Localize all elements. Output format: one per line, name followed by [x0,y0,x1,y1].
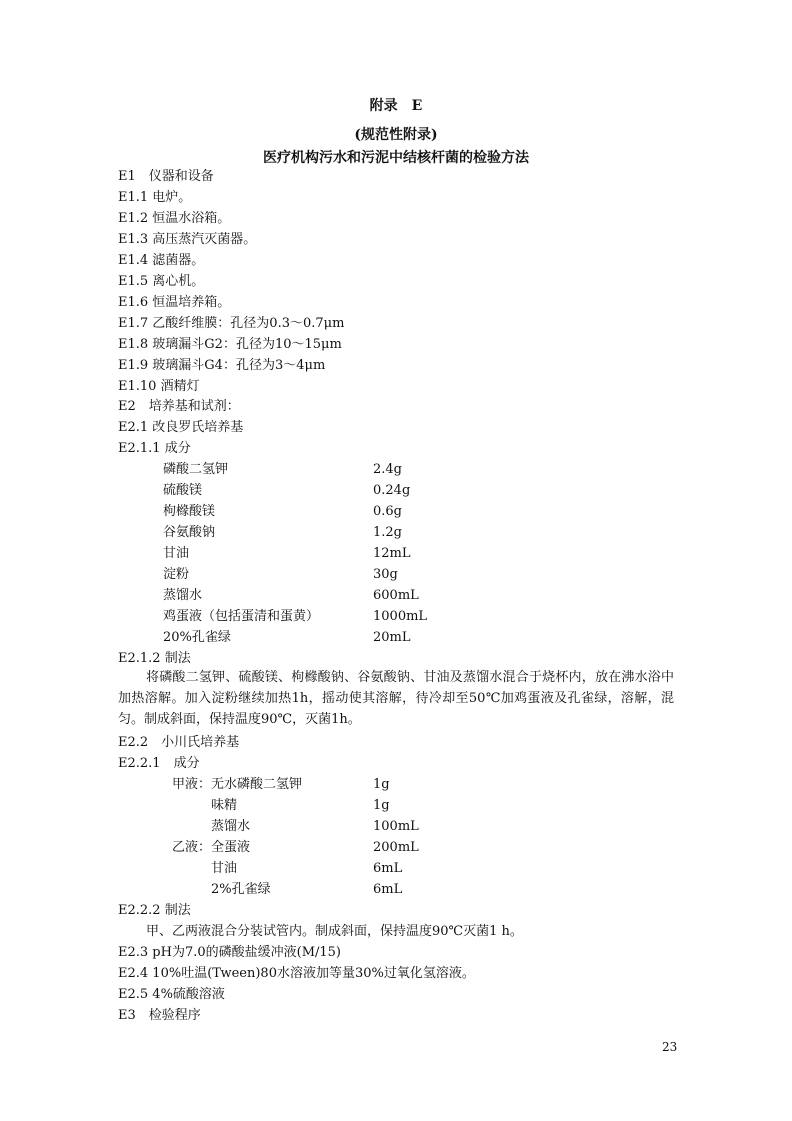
list-item: E1.10 酒精灯 [118,379,200,394]
page-number: 23 [662,1040,678,1054]
solution-label: 甲液： [172,777,212,792]
ingredient-name: 甘油 [163,546,190,561]
ingredient-name: 甘油 [211,861,238,876]
ingredient-amount: 12mL [373,546,411,561]
section-e1: E1 仪器和设备 [118,169,214,184]
list-item: E1.2 恒温水浴箱。 [118,211,231,226]
list-item: E1.7 乙酸纤维膜：孔径为0.3～0.7μm [118,316,345,331]
ingredient-name: 味精 [211,798,238,813]
subsection-e2-2-1: E2.2.1 成分 [118,756,200,771]
subsection-e2-3: E2.3 pH为7.0的磷酸盐缓冲液(M/15) [118,945,342,960]
ingredient-name: 磷酸二氢钾 [163,462,229,477]
ingredient-name: 硫酸镁 [163,483,203,498]
ingredient-name: 无水磷酸二氢钾 [211,777,303,792]
ingredient-name: 2%孔雀绿 [211,882,271,897]
subsection-e2-4: E2.4 10%吐温(Tween)80水溶液加等量30%过氧化氢溶液。 [118,966,475,981]
ingredient-amount: 1.2g [373,525,402,540]
ingredient-amount: 2.4g [373,462,402,477]
appendix-type: (规范性附录) [354,127,438,143]
ingredient-amount: 200mL [373,840,419,855]
ingredient-name: 枸橼酸镁 [163,504,216,519]
ingredient-amount: 1g [373,798,390,813]
list-item: E1.1 电炉。 [118,190,192,205]
subsection-e2-2: E2.2 小川氏培养基 [118,735,240,750]
appendix-title: 附录 E [369,98,423,114]
list-item: E1.3 高压蒸汽灭菌器。 [118,232,257,247]
appendix-subtitle: 医疗机构污水和污泥中结核杆菌的检验方法 [263,150,529,166]
method-paragraph: 甲、乙两液混合分装试管内。制成斜面，保持温度90℃灭菌1 h。 [146,924,523,939]
ingredient-name: 20%孔雀绿 [163,630,231,645]
subsection-e2-1-1: E2.1.1 成分 [118,441,191,456]
list-item: E1.4 滤菌器。 [118,253,205,268]
subsection-e2-1: E2.1 改良罗氏培养基 [118,420,244,435]
section-e3: E3 检验程序 [118,1008,201,1023]
subsection-e2-2-2: E2.2.2 制法 [118,903,191,918]
ingredient-amount: 1000mL [373,609,428,624]
list-item: E1.8 玻璃漏斗G2：孔径为10～15μm [118,337,342,352]
ingredient-amount: 20mL [373,630,411,645]
ingredient-amount: 100mL [373,819,419,834]
list-item: E1.5 离心机。 [118,274,205,289]
solution-label: 乙液： [172,840,212,855]
subsection-e2-1-2: E2.1.2 制法 [118,651,191,666]
ingredient-amount: 0.24g [373,483,411,498]
ingredient-amount: 600mL [373,588,419,603]
list-item: E1.6 恒温培养箱。 [118,295,231,310]
ingredient-amount: 6mL [373,861,403,876]
ingredient-name: 淀粉 [163,567,190,582]
ingredient-name: 谷氨酸钠 [163,525,216,540]
subsection-e2-5: E2.5 4%硫酸溶液 [118,987,225,1002]
ingredient-amount: 6mL [373,882,403,897]
ingredient-amount: 30g [373,567,398,582]
method-paragraph: 将磷酸二氢钾、硫酸镁、枸橼酸钠、谷氨酸钠、甘油及蒸馏水混合于烧杯内，放在沸水浴中加热溶解。加入淀粉继续加热1h，摇动使其溶解，待冷却至50℃加鸡蛋液及孔雀绿，溶解，混匀。制成斜面，保持温度90℃，灭菌1h。 [118,670,674,727]
ingredient-amount: 1g [373,777,390,792]
ingredient-name: 蒸馏水 [163,588,203,603]
section-e2: E2 培养基和试剂： [118,399,240,414]
ingredient-name: 鸡蛋液（包括蛋清和蛋黄） [163,609,320,624]
ingredient-amount: 0.6g [373,504,402,519]
list-item: E1.9 玻璃漏斗G4：孔径为3～4μm [118,358,326,373]
ingredient-name: 蒸馏水 [211,819,251,834]
ingredient-name: 全蛋液 [211,840,251,855]
